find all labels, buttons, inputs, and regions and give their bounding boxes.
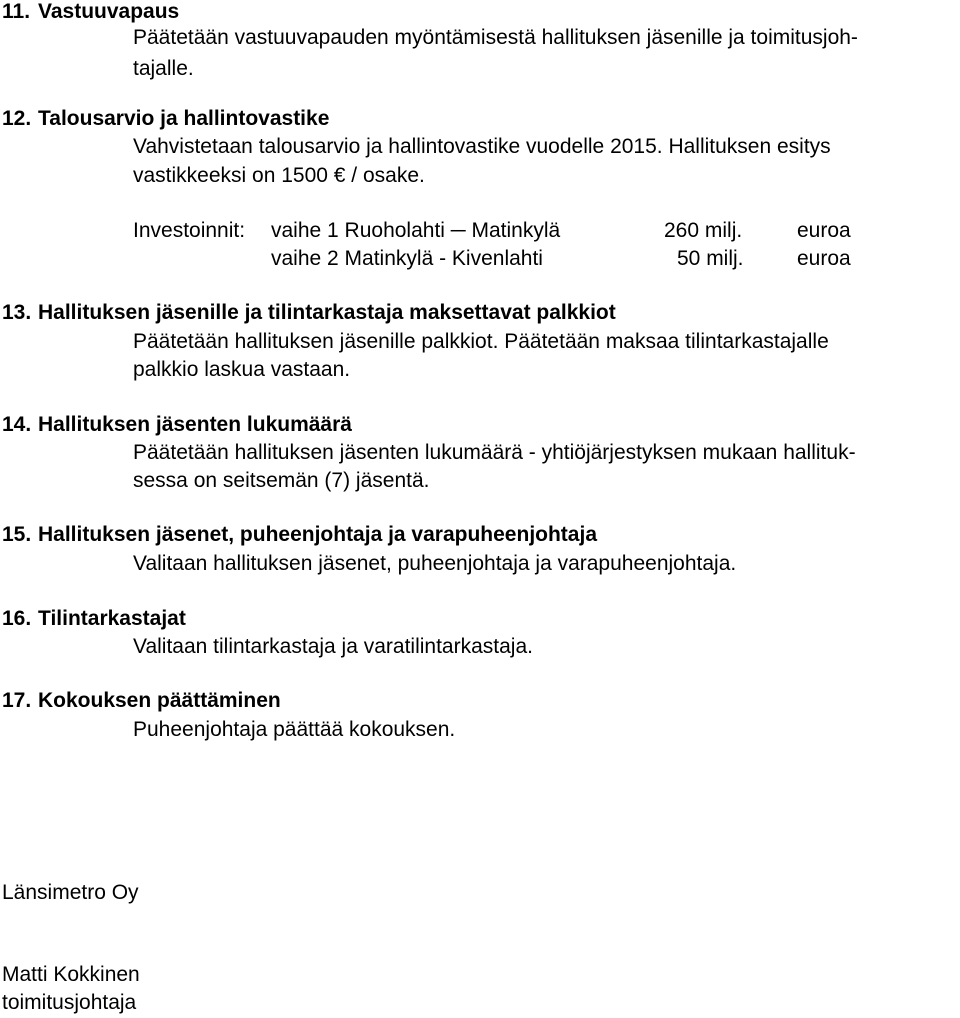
item-14-line-2: sessa on seitsemän (7) jäsentä. — [133, 469, 430, 492]
item-number: 16. — [2, 607, 32, 630]
item-title: Hallituksen jäsenille ja tilintarkastaja maksettavat palkkiot — [38, 301, 616, 324]
item-15-line-1: Valitaan hallituksen jäsenet, puheenjohtaja ja varapuheenjohtaja. — [133, 552, 737, 575]
item-12-line-1: Vahvistetaan talousarvio ja hallintovastike vuodelle 2015. Hallituksen esitys — [133, 135, 831, 158]
item-16-line-1: Valitaan tilintarkastaja ja varatilintarkastaja. — [133, 635, 533, 658]
investment-unit-2: euroa — [797, 247, 851, 270]
item-number: 12. — [2, 107, 32, 130]
item-number: 13. — [2, 301, 32, 324]
item-title: Tilintarkastajat — [38, 607, 186, 630]
signature-name: Matti Kokkinen — [2, 963, 140, 986]
item-11-line-1: Päätetään vastuuvapauden myöntämisestä hallituksen jäsenille ja toimitusjoh- — [133, 26, 858, 49]
item-13-heading — [2, 300, 616, 326]
item-title: Kokouksen päättäminen — [38, 689, 281, 712]
item-17-line-1: Puheenjohtaja päättää kokouksen. — [133, 718, 456, 741]
item-17-heading — [2, 688, 281, 714]
investment-amount-1: 260 milj. — [664, 219, 743, 242]
signature-role: toimitusjohtaja — [2, 991, 137, 1014]
item-12-line-2: vastikkeeksi on 1500 € / osake. — [133, 164, 425, 187]
item-15-heading — [2, 522, 597, 548]
item-title: Talousarvio ja hallintovastike — [38, 107, 330, 130]
investment-unit-1: euroa — [797, 219, 851, 242]
item-title: Hallituksen jäsenten lukumäärä — [38, 413, 352, 436]
investment-amount-2: 50 milj. — [677, 247, 744, 270]
item-number: 14. — [2, 413, 32, 436]
item-number: 17. — [2, 689, 32, 712]
item-13-line-1: Päätetään hallituksen jäsenille palkkiot. Päätetään maksaa tilintarkastajalle — [133, 330, 829, 353]
signature-company: Länsimetro Oy — [2, 881, 139, 904]
item-title: Hallituksen jäsenet, puheenjohtaja ja varapuheenjohtaja — [38, 523, 597, 546]
item-number: 11. — [2, 0, 31, 23]
item-14-line-1: Päätetään hallituksen jäsenten lukumäärä - yhtiöjärjestyksen mukaan hallituk- — [133, 441, 856, 464]
item-14-heading — [2, 412, 352, 438]
item-11-line-2: tajalle. — [133, 57, 194, 80]
item-16-heading — [2, 606, 186, 632]
investment-phase-1: vaihe 1 Ruoholahti ─ Matinkylä — [271, 219, 561, 242]
investments-label: Investoinnit: — [133, 219, 246, 242]
item-11-heading — [2, 0, 179, 25]
item-title: Vastuuvapaus — [38, 0, 180, 23]
item-13-line-2: palkkio laskua vastaan. — [133, 358, 351, 381]
item-number: 15. — [2, 523, 32, 546]
investment-phase-2: vaihe 2 Matinkylä - Kivenlahti — [271, 247, 543, 270]
item-12-heading — [2, 106, 329, 132]
